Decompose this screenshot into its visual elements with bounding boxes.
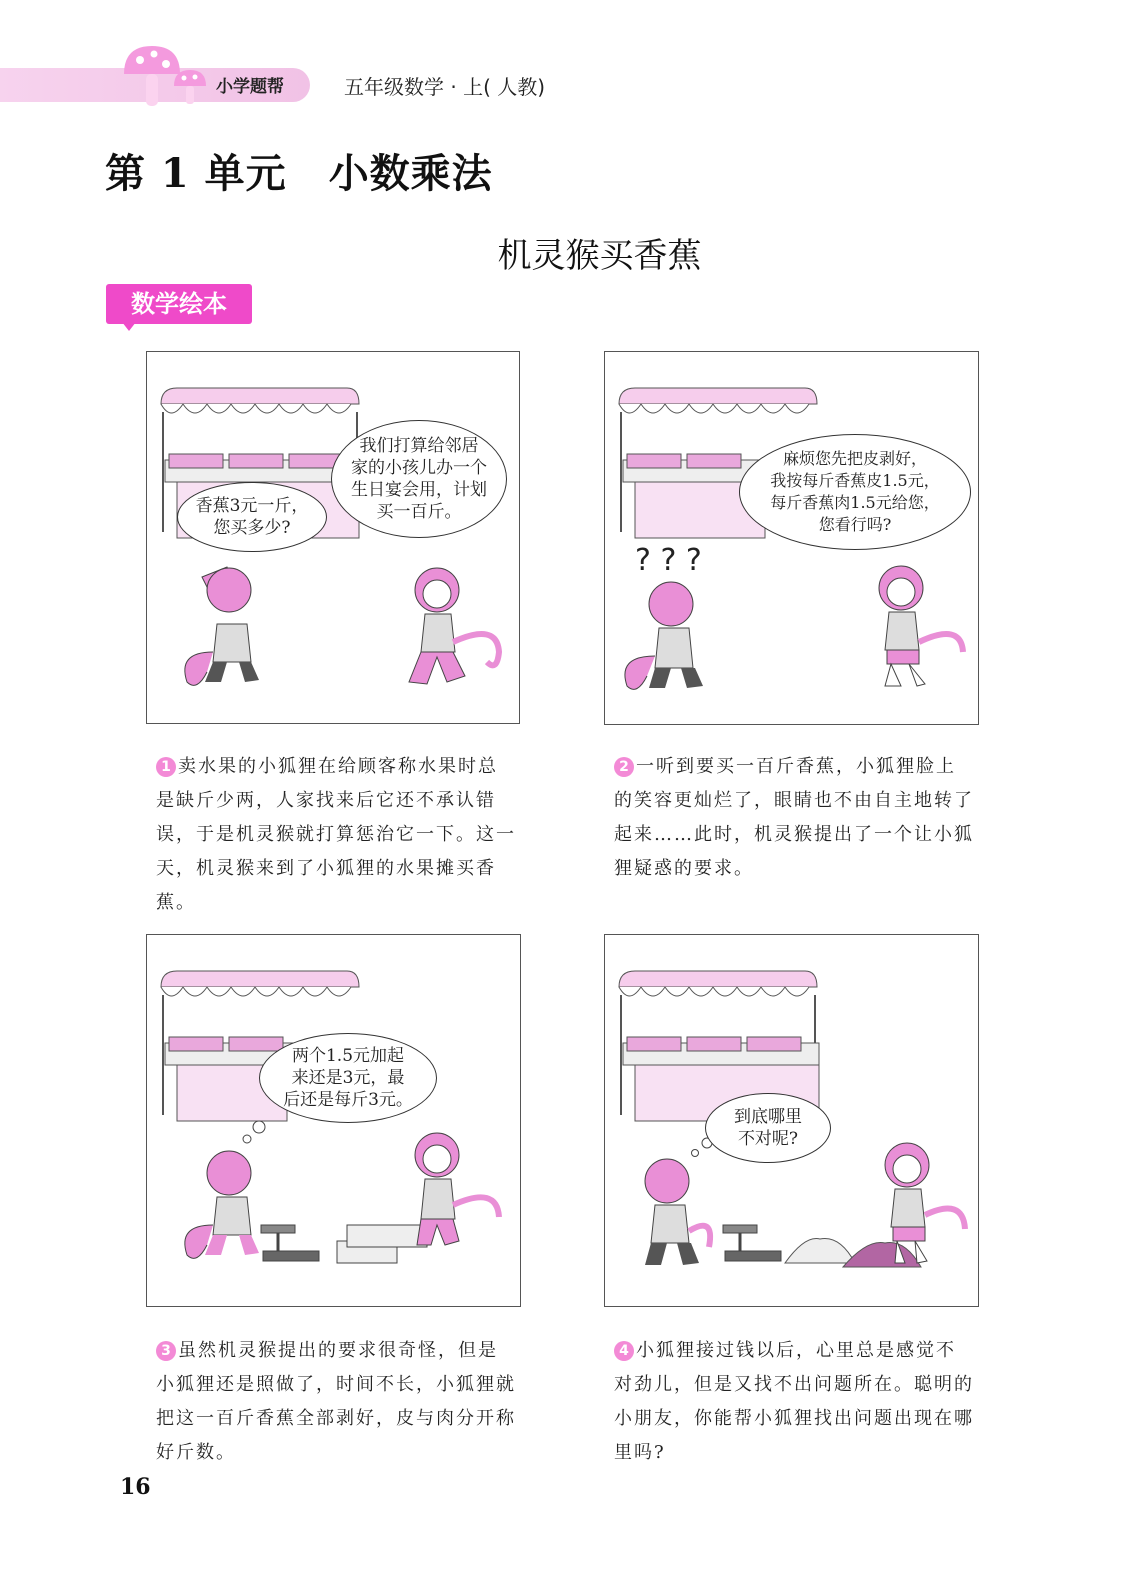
comic-panel-4 <box>604 934 979 1307</box>
comic-panel-2 <box>604 351 979 725</box>
unit-number: 第 1 单元 <box>105 150 287 197</box>
speech-bubble-monkey: 麻烦您先把皮剥好， 我按每斤香蕉皮1.5元， 每斤香蕉肉1.5元给您， 您看行吗? <box>739 434 971 550</box>
series-title: 五年级数学 · 上( 人教) <box>344 75 546 99</box>
speech-bubble-fox: 香蕉3元一斤， 您买多少? <box>177 482 327 552</box>
panel-number-badge: 1 <box>156 757 176 777</box>
caption-text: 卖水果的小狐狸在给顾客称水果时总是缺斤少两，人家找来后它还不承认错误，于是机灵猴就打算惩治它一下。这一天，机灵猴来到了小狐狸的水果摊买香蕉。 <box>156 756 516 913</box>
speech-bubble-monkey: 我们打算给邻居 家的小孩儿办一个 生日宴会用，计划 买一百斤。 <box>331 420 507 538</box>
brand-label: 小学题帮 <box>216 77 284 97</box>
page-number: 16 <box>120 1474 151 1500</box>
story-title: 机灵猴买香蕉 <box>497 236 702 276</box>
mushroom-logo-icon <box>118 40 214 112</box>
caption-text: 虽然机灵猴提出的要求很奇怪，但是小狐狸还是照做了，时间不长，小狐狸就把这一百斤香蕉全部剥好，皮与肉分开称好斤数。 <box>156 1340 516 1463</box>
section-tag-tail <box>122 322 136 331</box>
panel-number-badge: 2 <box>614 757 634 777</box>
caption-text: 一听到要买一百斤香蕉，小狐狸脸上的笑容更灿烂了，眼睛也不由自主地转了起来……此时，机灵猴提出了一个让小狐狸疑惑的要求。 <box>614 756 974 879</box>
thought-bubble-fox: 到底哪里 不对呢? <box>705 1093 831 1163</box>
panel-number-badge: 4 <box>614 1341 634 1361</box>
panel-caption-4 <box>614 1334 974 1470</box>
panel-caption-1 <box>156 750 516 920</box>
panel-caption-3 <box>156 1334 516 1470</box>
thought-bubble-fox: 两个1.5元加起 来还是3元，最 后还是每斤3元。 <box>259 1033 437 1123</box>
comic-panel-1 <box>146 351 520 724</box>
comic-panel-3 <box>146 934 521 1307</box>
unit-name: 小数乘法 <box>328 150 493 197</box>
unit-title <box>105 142 493 199</box>
panel-number-badge: 3 <box>156 1341 176 1361</box>
section-tag: 数学绘本 <box>106 284 252 324</box>
panel-caption-2 <box>614 750 974 886</box>
svg-text:? ? ?: ? ? ? <box>635 543 702 578</box>
caption-text: 小狐狸接过钱以后，心里总是感觉不对劲儿，但是又找不出问题所在。聪明的小朋友，你能帮小狐狸找出问题出现在哪里吗? <box>614 1340 974 1463</box>
